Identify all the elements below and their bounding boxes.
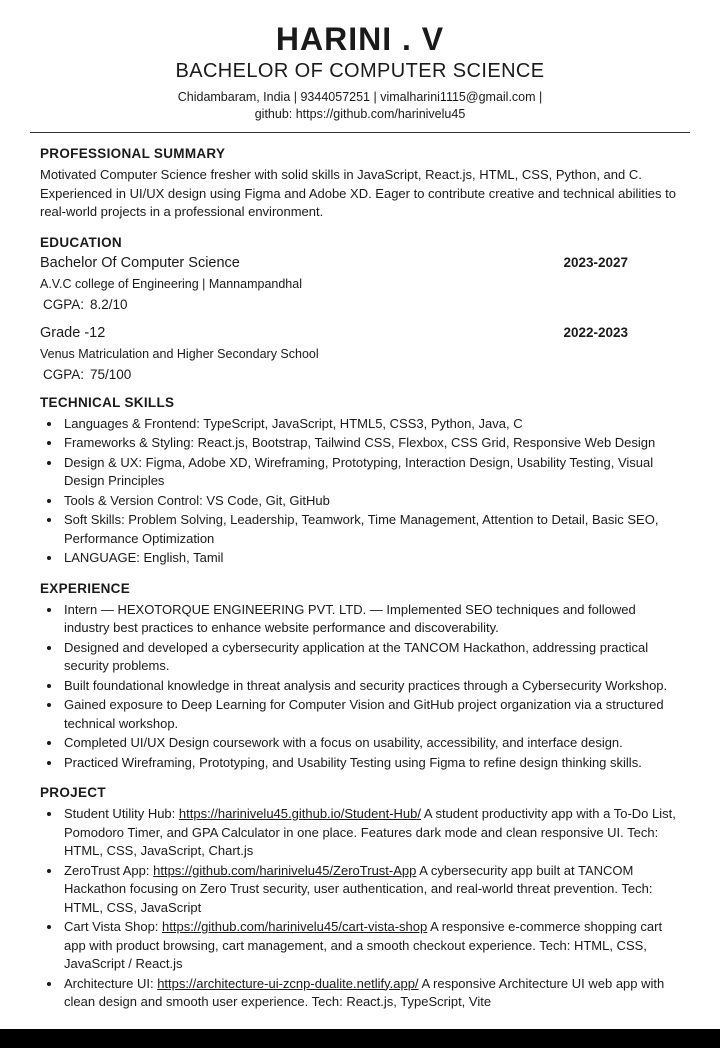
experience-item: • Designed and developed a cybersecurity application at the TANCOM Hackathon, addressing practical security problems. — [62, 639, 680, 676]
education-degree: Bachelor Of Computer Science — [40, 254, 240, 271]
footer-black-bar — [0, 1029, 720, 1048]
project-link[interactable]: https://architecture-ui-zcnp-dualite.netlify.app/ — [157, 975, 419, 991]
gpa-label: CGPA: — [43, 296, 85, 312]
education-dates: 2023-2027 — [563, 254, 628, 270]
gpa-value: 8.2/10 — [90, 296, 128, 312]
education-section-title: EDUCATION — [40, 234, 122, 250]
candidate-name: HARINI . V — [275, 21, 445, 57]
project-label: ZeroTrust App: — [64, 862, 154, 878]
section-skills — [40, 395, 680, 568]
education-institution: Venus Matriculation and Higher Secondary School — [40, 346, 319, 361]
education-entry — [40, 325, 680, 382]
projects-list — [40, 805, 680, 1012]
header-divider — [30, 132, 690, 133]
skill-item: • LANGUAGE: English, Tamil — [62, 549, 680, 568]
contact-line-1: Chidambaram, India | 9344057251 | vimalharini1115@gmail.com | — [177, 90, 543, 104]
skill-item: • Frameworks & Styling: React.js, Bootstrap, Tailwind CSS, Flexbox, CSS Grid, Responsive Web Design — [62, 434, 680, 453]
project-label: Cart Vista Shop: — [64, 919, 163, 934]
resume-header — [40, 22, 680, 123]
gpa-value: 75/100 — [90, 366, 132, 382]
project-description: A cybersecurity app built at TANCOM Hackathon focusing on Zero Trust security, user authentication, and real-world threat prevention. Tech: HTML, CSS, JavaScript — [64, 862, 653, 915]
project-label: Architecture UI: — [64, 975, 158, 991]
section-education — [40, 235, 680, 382]
experience-list — [40, 601, 680, 773]
experience-item: • Intern — HEXOTORQUE ENGINEERING PVT. LTD. — Implemented SEO techniques and followed industry best practices to enhance website performance and discoverability. — [62, 601, 680, 638]
contact-line-2: github: https://github.com/harinivelu45 — [254, 107, 466, 121]
skill-item: • Soft Skills: Problem Solving, Leadership, Teamwork, Time Management, Attention to Detail, Basic SEO, Performance Optimization — [62, 511, 680, 548]
candidate-degree-title: BACHELOR OF COMPUTER SCIENCE — [175, 60, 545, 82]
education-dates: 2022-2023 — [563, 324, 628, 340]
project-item — [62, 975, 680, 1012]
project-item — [62, 862, 680, 918]
skills-section-title: TECHNICAL SKILLS — [40, 394, 175, 410]
project-item — [62, 918, 680, 974]
skill-item: • Tools & Version Control: VS Code, Git, GitHub — [62, 492, 680, 511]
project-description: A responsive e-commerce shopping cart app with product browsing, cart management, and a smooth checkout experience. Tech: HTML, CSS, JavaScript / React.js — [64, 919, 663, 971]
project-description: A student productivity app with a To-Do List, Pomodoro Timer, and GPA Calculator in one place. Features dark mode and clean responsive UI. Tech: HTML, CSS, JavaScript, Chart.js — [64, 806, 676, 858]
experience-item: • Gained exposure to Deep Learning for Computer Vision and GitHub project organization via a structured technical workshop. — [62, 696, 680, 733]
projects-section-title: PROJECT — [40, 785, 106, 800]
education-entry-header — [40, 255, 680, 271]
project-item — [62, 805, 680, 861]
experience-item: • Completed UI/UX Design coursework with a focus on usability, accessibility, and interface design. — [62, 734, 680, 753]
education-degree: Grade -12 — [40, 324, 106, 341]
education-entry — [40, 255, 680, 312]
summary-section-title: PROFESSIONAL SUMMARY — [40, 146, 226, 161]
experience-item: • Practiced Wireframing, Prototyping, and Usability Testing using Figma to refine design thinking skills. — [62, 754, 680, 773]
section-summary — [40, 146, 680, 222]
project-link[interactable]: https://github.com/harinivelu45/cart-vista-shop — [162, 919, 428, 934]
summary-text: Motivated Computer Science fresher with solid skills in JavaScript, React.js, HTML, CSS, Python, and C. Experienced in UI/UX design using Figma and Adobe XD. Eager to contribute creative and technical abilities to real-world projects in a professional environment. — [40, 167, 676, 219]
project-link[interactable]: https://github.com/harinivelu45/ZeroTrust-App — [153, 862, 417, 878]
education-gpa — [40, 367, 680, 382]
contact-info — [40, 89, 680, 123]
project-description: A responsive Architecture UI web app with clean design and smooth user experience. Tech: React.js, TypeScript, Vite — [64, 975, 665, 1009]
skills-list — [40, 415, 680, 568]
experience-section-title: EXPERIENCE — [40, 580, 131, 596]
skill-item: • Design & UX: Figma, Adobe XD, Wireframing, Prototyping, Interaction Design, Usability Testing, Visual Design Principles — [62, 454, 680, 491]
experience-item: • Built foundational knowledge in threat analysis and security practices through a Cybersecurity Workshop. — [62, 677, 680, 696]
project-link[interactable]: https://harinivelu45.github.io/Student-Hub/ — [178, 806, 421, 821]
section-projects — [40, 785, 680, 1012]
project-label: Student Utility Hub: — [64, 806, 179, 821]
section-experience — [40, 581, 680, 773]
education-gpa — [40, 297, 680, 312]
education-institution: A.V.C college of Engineering | Mannampandhal — [40, 276, 302, 291]
skill-item: • Languages & Frontend: TypeScript, JavaScript, HTML5, CSS3, Python, Java, C — [62, 415, 680, 434]
education-entry-header — [40, 325, 680, 341]
gpa-label: CGPA: — [43, 366, 85, 382]
